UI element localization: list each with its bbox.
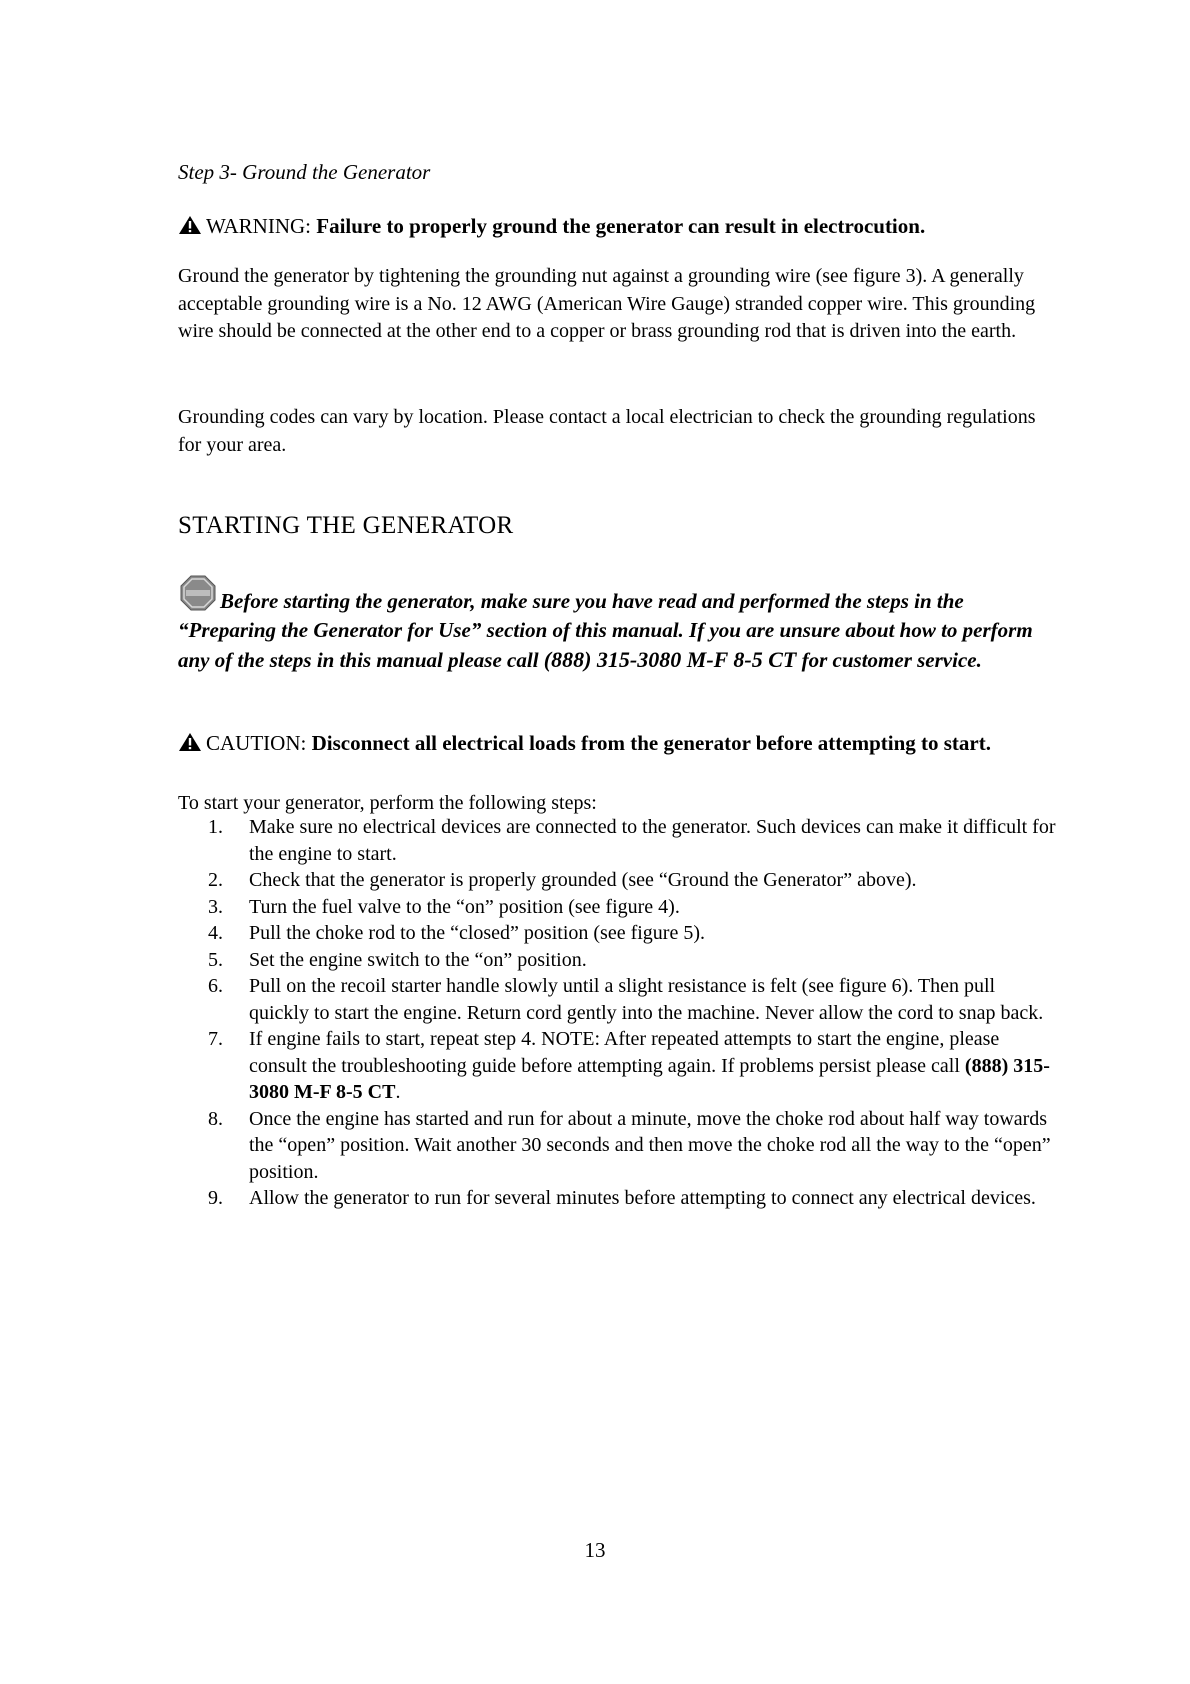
support-phone: (888) 315-3080 M-F 8-5 CT [543,647,797,672]
step-number: 8. [208,1107,223,1130]
caution-notice [178,730,1038,757]
page-number: 13 [584,1538,606,1562]
section-heading: STARTING THE GENERATOR [178,512,514,539]
step-text: Check that the generator is properly grounded (see “Ground the Generator” above). [249,869,917,891]
list-item [178,867,1058,894]
step-number: 1. [208,816,223,838]
step-number: 9. [208,1187,223,1209]
step-number: 5. [208,948,223,971]
caution-text: Disconnect all electrical loads from the generator before attempting to start. [311,731,991,755]
list-item [178,1185,1058,1212]
warning-triangle-icon [178,215,202,235]
support-phone-inline: (888) 315-3080 M-F 8-5 CT [249,1054,1050,1103]
step-text-end: . [395,1081,401,1103]
step-text: Turn the fuel valve to the “on” position (see figure 4). [249,895,680,918]
list-item [178,947,1058,974]
stop-note-text: Before starting the generator, make sure you have read and performed the steps in the “Preparing the Generator for Use” section of this manual. If you are unsure about how to perform any of the steps in this manual please call [178,589,1033,672]
caution-label: CAUTION: [206,731,307,755]
ground-paragraph: Ground the generator by tightening the grounding nut against a grounding wire (see figure 3). A generally acceptable grounding wire is a No. 12 AWG (American Wire Gauge) stranded copper wire. This grounding wire should be connected at the other end to a copper or brass grounding rod that is driven into the earth. [178,265,1036,342]
stop-note-end: for customer service. [801,648,982,672]
step-title: Step 3- Ground the Generator [178,160,431,184]
list-item [178,894,1058,921]
steps-intro: To start your generator, perform the following steps: [178,792,597,814]
warning-label: WARNING: [206,214,311,238]
step-text: Make sure no electrical devices are connected to the generator. Such devices can make it difficult for the engine to start. [249,816,1056,865]
stop-sign-icon [180,575,216,611]
list-item [178,1106,1058,1186]
step-text: Once the engine has started and run for about a minute, move the choke rod about half way towards the “open” position. Wait another 30 seconds and then move the choke rod all the way to the “open” position. [249,1107,1051,1183]
step-number: 7. [208,1028,223,1050]
step-text: Allow the generator to run for several minutes before attempting to connect any electrical devices. [249,1187,1036,1209]
warning-notice [178,214,1038,239]
step-number: 4. [208,922,223,944]
step-text: Pull the choke rod to the “closed” position (see figure 5). [249,922,705,944]
list-item [178,1026,1058,1106]
step-number: 3. [208,895,223,918]
stop-note [178,575,1048,675]
codes-paragraph: Grounding codes can vary by location. Please contact a local electrician to check the grounding regulations for your area. [178,406,1036,456]
warning-text: Failure to properly ground the generator can result in electrocution. [316,214,926,238]
steps-list [178,814,1058,1212]
list-item [178,920,1058,947]
step-number: 2. [208,869,223,891]
caution-triangle-icon [178,732,202,752]
step-text: Set the engine switch to the “on” position. [249,948,587,971]
step-text: If engine fails to start, repeat step 4. NOTE: After repeated attempts to start the engine, please consult the troubleshooting guide before attempting again. If problems persist please call [249,1028,1000,1077]
list-item [178,973,1058,1026]
step-text: Pull on the recoil starter handle slowly until a slight resistance is felt (see figure 6). Then pull quickly to start the engine. Return cord gently into the machine. Never allow the cord to snap back. [249,975,1044,1024]
step-number: 6. [208,975,223,997]
list-item [178,814,1058,867]
